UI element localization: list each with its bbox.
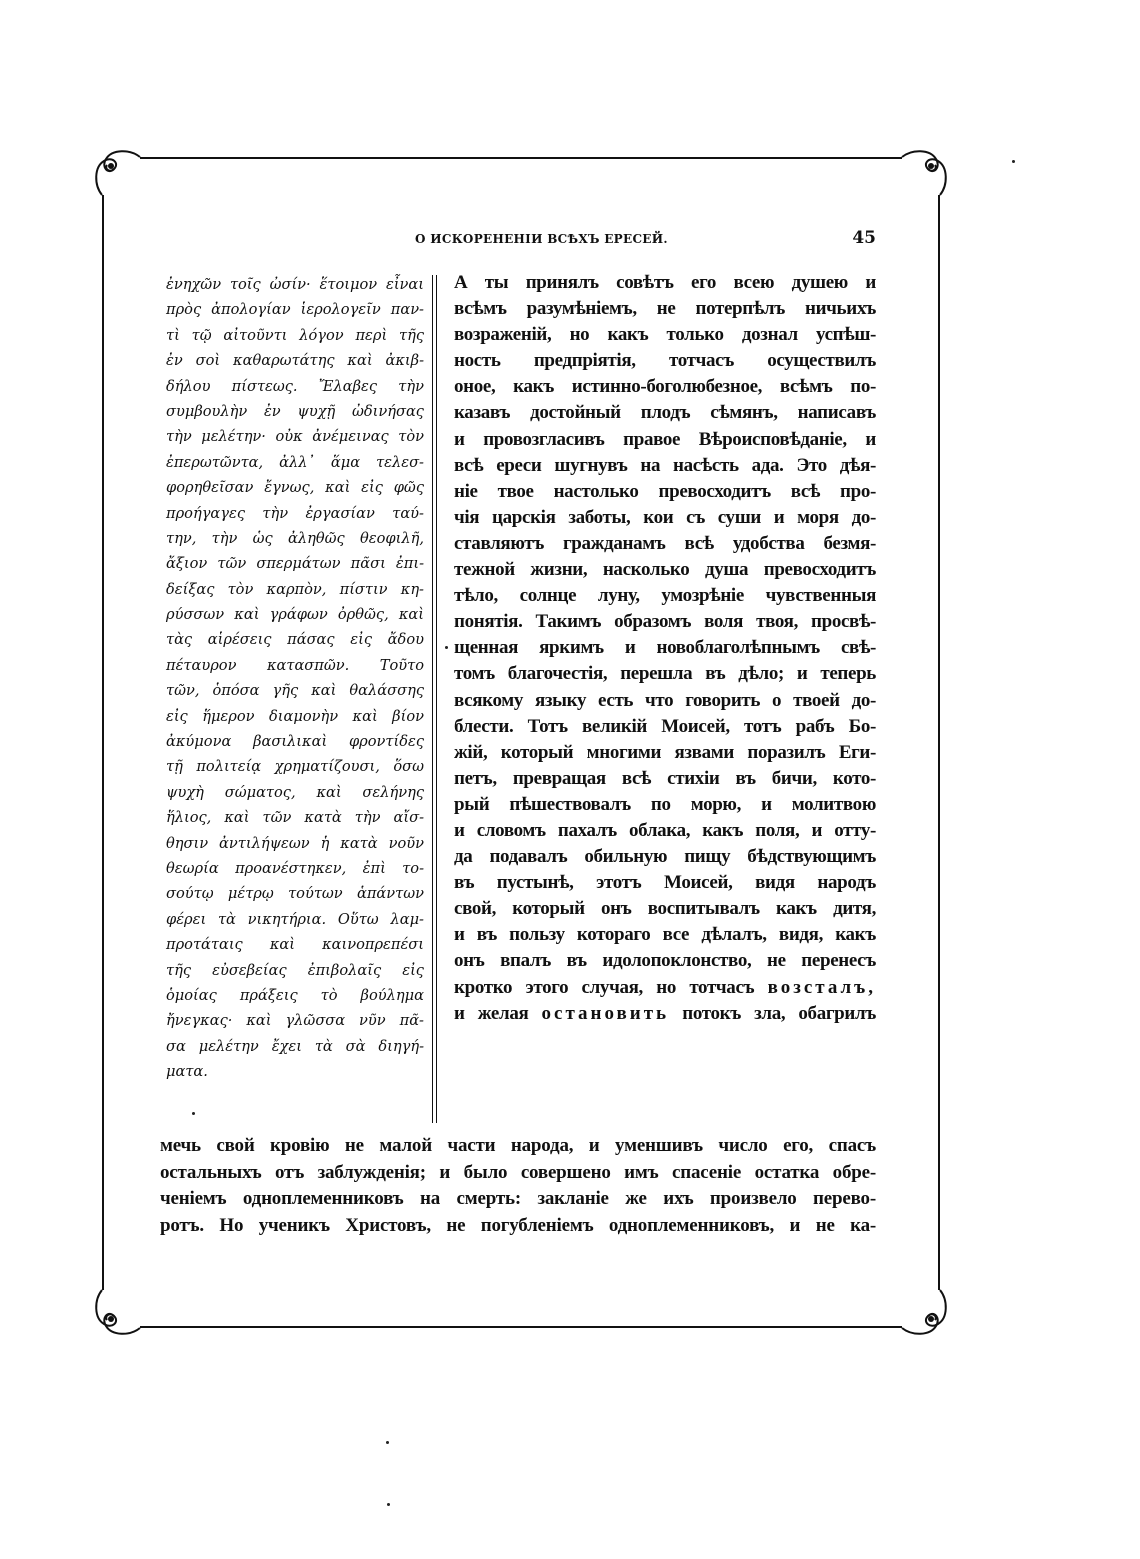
russian-line: казавъ достойный плодъ сѣмянъ, написавъ bbox=[454, 402, 876, 424]
greek-line: τῇ πολιτείᾳ χρηματίζουσι, ὅσω bbox=[166, 758, 424, 776]
russian-line: ставляютъ гражданамъ всѣ удобства безмя- bbox=[454, 532, 876, 554]
russian-line: и словомъ пахалъ облака, какъ поля, и отту- bbox=[454, 819, 876, 841]
russian-line: жій, который многими язвами поразилъ Еги- bbox=[454, 741, 876, 763]
greek-line: φέρει τὰ νικητήρια. Οὕτω λαμ- bbox=[166, 910, 424, 928]
greek-text-column bbox=[166, 272, 424, 1085]
corner-ornament-bottom-left bbox=[90, 1282, 148, 1340]
russian-line: да подавалъ обильную пищу бѣдствующимъ bbox=[454, 846, 876, 868]
corner-ornament-bottom-right bbox=[894, 1282, 952, 1340]
russian-line: оное, какъ истинно-боголюбезное, всѣмъ по- bbox=[454, 376, 876, 398]
greek-line: τὶ τῷ αἰτοῦντι λόγον περὶ τῆς bbox=[166, 326, 424, 344]
russian-text-column bbox=[454, 270, 876, 1027]
russian-line: возраженій, но какъ только дознал успѣш- bbox=[454, 324, 876, 346]
russian-line: свой, который онъ воспитывалъ какъ дитя, bbox=[454, 898, 876, 920]
greek-line: δείξας τὸν καρπὸν, πίστιν κη- bbox=[166, 580, 424, 598]
greek-line: τὰς αἱρέσεις πάσας εἰς ἄδου bbox=[166, 631, 424, 649]
russian-line: петъ, превращая всѣ стихіи въ бичи, кото- bbox=[454, 767, 876, 789]
russian-line: рый пѣшествовалъ по морю, и молитвою bbox=[454, 793, 876, 815]
russian-line bbox=[454, 975, 876, 1001]
greek-line: θεωρία προανέστηκεν, ἐπὶ το- bbox=[166, 859, 424, 877]
greek-line: τὴν μελέτην· οὐκ ἀνέμεινας τὸν bbox=[166, 428, 424, 446]
russian-line bbox=[454, 1001, 876, 1027]
page-header bbox=[160, 228, 876, 252]
russian-line: блести. Тотъ великій Моисей, тотъ рабъ Бо- bbox=[454, 715, 876, 737]
greek-line: πέταυρον κατασπῶν. Τοῦτο bbox=[166, 656, 424, 674]
greek-line: ἥλιος, καὶ τῶν κατὰ τὴν αἴσ- bbox=[166, 809, 424, 827]
page-number: 45 bbox=[852, 228, 876, 248]
russian-line: тежной жизни, насколько душа превосходитъ bbox=[454, 559, 876, 581]
russian-line: всякому языку есть что говорить о твоей до- bbox=[454, 689, 876, 711]
greek-line: σούτῳ μέτρῳ τούτων ἁπάντων bbox=[166, 885, 424, 903]
greek-line: ἐν σοὶ καθαρωτάτης καὶ ἀκιβ- bbox=[166, 352, 424, 370]
frame-left-line bbox=[102, 195, 104, 1290]
text-run: кротко этого случая, но тотчасъ bbox=[454, 976, 768, 998]
greek-line: ἐνηχῶν τοῖς ὠσίν· ἕτοιμον εἶναι bbox=[166, 276, 424, 293]
text-run: и желая bbox=[454, 1002, 542, 1024]
full-width-text bbox=[160, 1133, 876, 1239]
greek-line: προτάταις καὶ καινοπρεπέσι bbox=[166, 936, 424, 954]
russian-line: понятія. Такимъ образомъ воля твоя, просвѣ- bbox=[454, 611, 876, 633]
greek-line: τῶν, ὁπόσα γῆς καὶ θαλάσσης bbox=[166, 682, 424, 700]
greek-line: προήγαγες τὴν ἐργασίαν ταύ- bbox=[166, 504, 424, 522]
scan-speck bbox=[1012, 160, 1015, 163]
frame-top-line bbox=[140, 157, 902, 159]
russian-line: ніе твое настолько превосходитъ всѣ про- bbox=[454, 480, 876, 502]
full-width-line: ротъ. Но ученикъ Христовъ, не погубленіемъ одноплеменниковъ, и не ка- bbox=[160, 1214, 876, 1236]
corner-ornament-top-right bbox=[894, 145, 952, 203]
greek-line: θησιν ἀντιλήψεων ἡ κατὰ νοῦν bbox=[166, 834, 424, 852]
russian-line: А ты принялъ совѣтъ его всею душею и bbox=[454, 272, 876, 293]
scan-speck bbox=[387, 1503, 390, 1506]
russian-line: щенная яркимъ и новоблаголѣпнымъ свѣ- bbox=[454, 637, 876, 659]
greek-line: την, τὴν ὡς ἀληθῶς θεοφιλῆ, bbox=[166, 529, 424, 547]
full-width-line: мечь свой кровію не малой части народа, и уменшивъ число его, спасъ bbox=[160, 1135, 876, 1156]
russian-line: тѣло, солнце луну, умозрѣніе чувственныя bbox=[454, 585, 876, 607]
frame-bottom-line bbox=[140, 1326, 902, 1328]
russian-line: чія царскія заботы, кои съ суши и моря до- bbox=[454, 506, 876, 528]
greek-line: ὁμοίας πράξεις τὸ βούλημα bbox=[166, 986, 424, 1004]
full-width-line: остальныхъ отъ заблужденія; и было совершено имъ спасеніе остатка обре- bbox=[160, 1161, 876, 1183]
greek-line: ἐπερωτῶντα, ἀλλ᾽ ἅμα τελεσ- bbox=[166, 453, 424, 471]
greek-line: ἄξιον τῶν σπερμάτων πᾶσι ἐπι- bbox=[166, 555, 424, 573]
greek-line: σα μελέτην ἔχει τὰ σὰ διηγή- bbox=[166, 1037, 424, 1055]
scan-speck bbox=[192, 1112, 195, 1115]
scan-speck bbox=[445, 646, 448, 649]
russian-line: всѣ ереси шугнувъ на насѣсть ада. Это дѣя- bbox=[454, 454, 876, 476]
russian-line: онъ впалъ въ идолопоклонство, не перенесъ bbox=[454, 950, 876, 972]
russian-line: всѣмъ разумѣніемъ, не потерпѣлъ ничьихъ bbox=[454, 298, 876, 320]
greek-line: φορηθεῖσαν ἔγνως, καὶ εἰς φῶς bbox=[166, 479, 424, 497]
greek-line: δήλου πίστεως. Ἔλαβες τὴν bbox=[166, 377, 424, 395]
greek-line: ἀκύμονα βασιλικαὶ φροντίδες bbox=[166, 733, 424, 751]
spaced-word: остановить bbox=[541, 1002, 670, 1024]
russian-line: томъ благочестія, перешла въ дѣло; и теперь bbox=[454, 663, 876, 685]
greek-line: συμβουλὴν ἐν ψυχῇ ὠδινήσας bbox=[166, 402, 424, 420]
greek-line: ψυχὴ σώματος, καὶ σελήνης bbox=[166, 783, 424, 801]
text-run: потокъ зла, обагрилъ bbox=[669, 1002, 876, 1024]
russian-line: и въ пользу котораго все дѣлалъ, видя, какъ bbox=[454, 924, 876, 946]
spaced-word: возсталъ, bbox=[767, 976, 876, 998]
full-width-line: ченіемъ одноплеменниковъ на смерть: закланіе же ихъ произвело перево- bbox=[160, 1188, 876, 1209]
corner-ornament-top-left bbox=[90, 145, 148, 203]
column-divider bbox=[432, 275, 437, 1123]
running-title: О ИСКОРЕНЕНІИ ВСѢХЪ ЕРЕСЕЙ. bbox=[415, 232, 668, 246]
scan-speck bbox=[386, 1441, 389, 1444]
russian-line: въ пустынѣ, этотъ Моисей, видя народъ bbox=[454, 872, 876, 894]
greek-line: ρύσσων καὶ γράφων ὀρθῶς, καὶ bbox=[166, 606, 424, 624]
russian-line: и провозгласивъ правое Вѣроисповѣданіе, и bbox=[454, 428, 876, 450]
greek-line: πρὸς ἀπολογίαν ἱερολογεῖν παν- bbox=[166, 301, 424, 319]
greek-line: τῆς εὐσεβείας ἐπιβολαῖς εἰς bbox=[166, 961, 424, 979]
frame-right-line bbox=[938, 195, 940, 1290]
greek-line: εἰς ἥμερον διαμονὴν καὶ βίον bbox=[166, 707, 424, 725]
greek-line: ἤνεγκας· καὶ γλῶσσα νῦν πᾶ- bbox=[166, 1012, 424, 1030]
russian-line: ность предпріятія, тотчасъ осуществилъ bbox=[454, 350, 876, 372]
greek-line: ματα. bbox=[166, 1063, 208, 1081]
